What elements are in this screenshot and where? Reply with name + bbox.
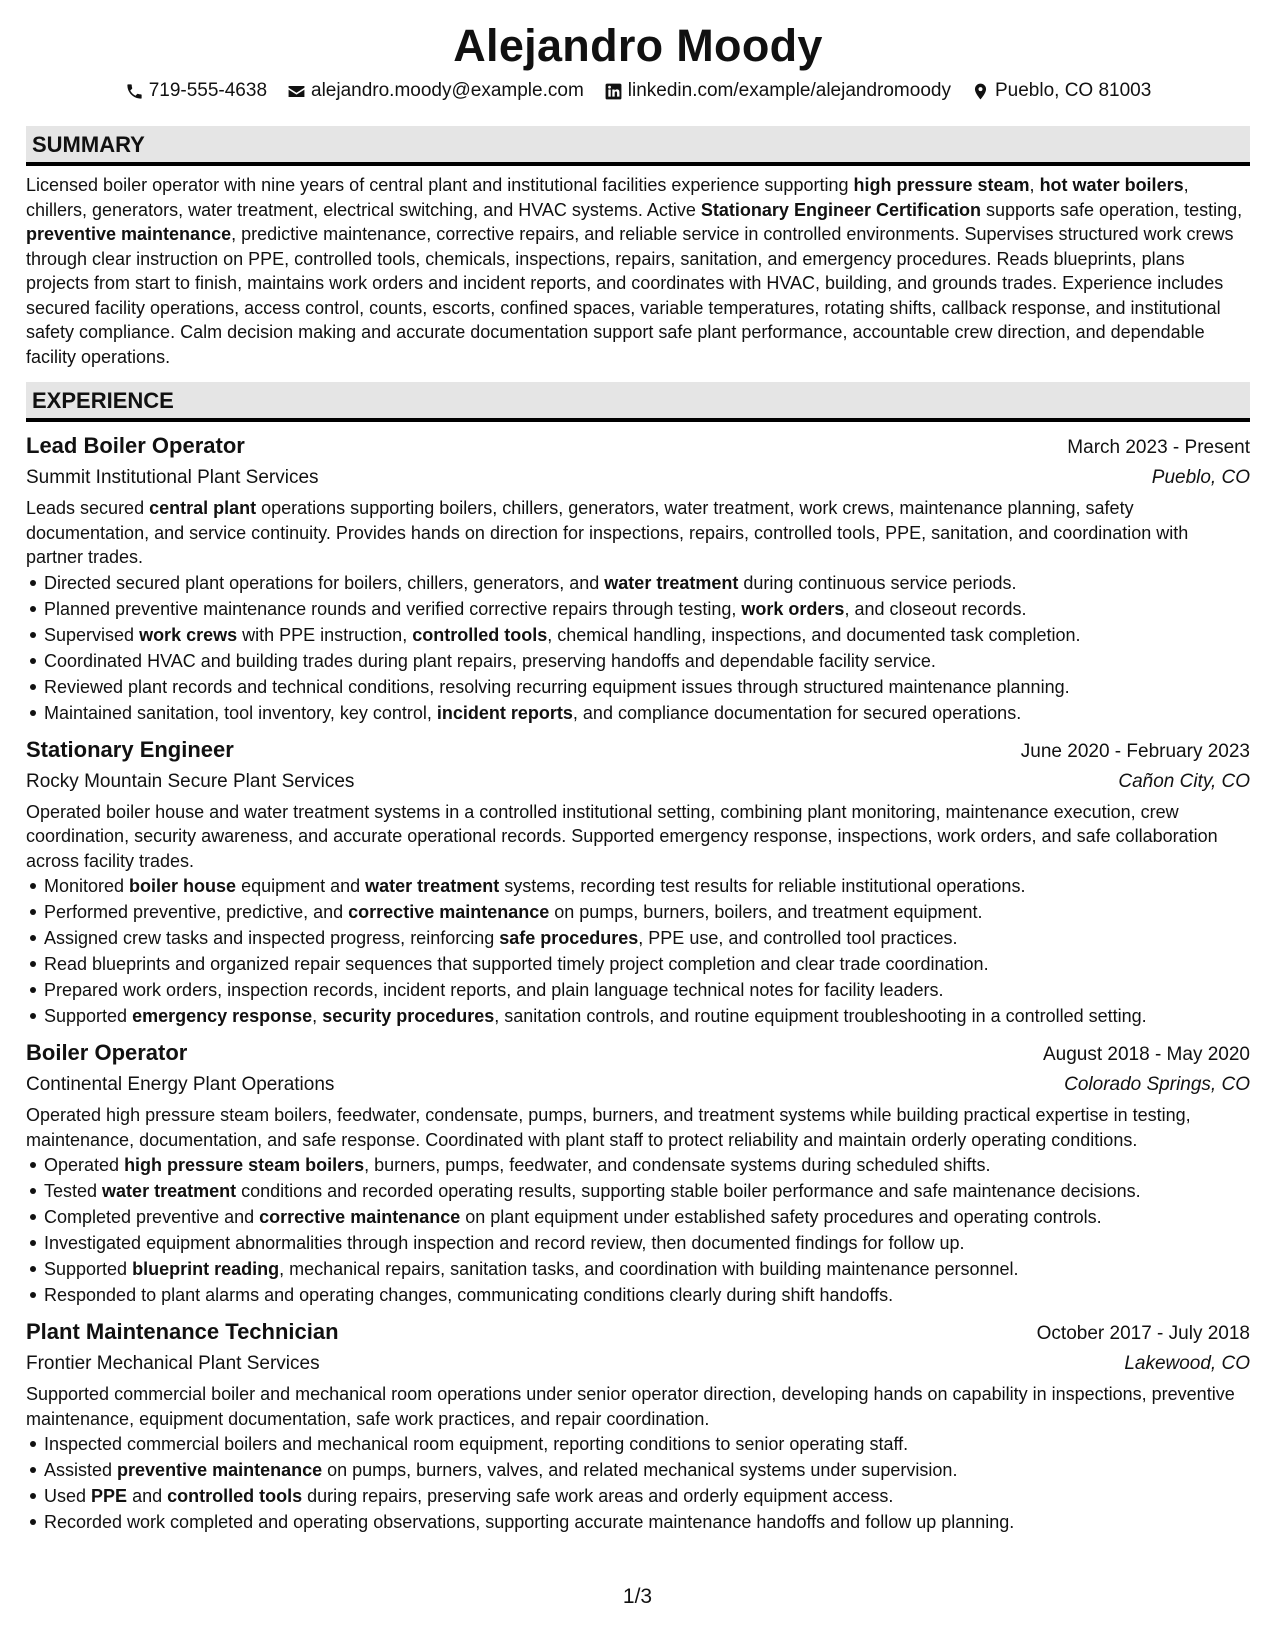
emphasis-text: water treatment — [365, 876, 500, 896]
emphasis-text: boiler house — [129, 876, 237, 896]
job-header — [26, 1317, 1250, 1349]
emphasis-text: emergency response — [132, 1006, 313, 1026]
experience-list — [26, 431, 1250, 1535]
bullet-item: Maintained sanitation, tool inventory, key control, incident reports, and compliance documentation for secured operations. — [44, 700, 1250, 726]
job-header — [26, 1038, 1250, 1070]
job-title: Boiler Operator — [26, 1040, 188, 1065]
job-company: Rocky Mountain Secure Plant Services — [26, 770, 355, 792]
bullet-item: Inspected commercial boilers and mechanical room equipment, reporting conditions to senior operating staff. — [44, 1431, 1250, 1457]
location-text: Pueblo, CO 81003 — [994, 80, 1152, 101]
bullet-item: Assigned crew tasks and inspected progress, reinforcing safe procedures, PPE use, and controlled tool practices. — [44, 925, 1250, 951]
job-dates: August 2018 - May 2020 — [1042, 1044, 1250, 1065]
job-bullets — [26, 1431, 1250, 1535]
emphasis-text: controlled tools — [167, 1486, 303, 1506]
linkedin-text: linkedin.com/example/alejandromoody — [627, 80, 951, 101]
emphasis-text: high pressure steam — [853, 175, 1030, 195]
job-dates: March 2023 - Present — [1067, 437, 1250, 458]
contact-location — [971, 79, 1151, 103]
job-bullets — [26, 873, 1250, 1029]
job-location: Colorado Springs, CO — [1064, 1074, 1250, 1095]
bullet-item: Used PPE and controlled tools during repairs, preserving safe work areas and orderly equipment access. — [44, 1483, 1250, 1509]
candidate-name: Alejandro Moody — [453, 20, 823, 71]
bullet-item: Prepared work orders, inspection records, incident reports, and plain language technical notes for facility leaders. — [44, 977, 1250, 1003]
job-description: Operated boiler house and water treatment systems in a controlled institutional setting, combining plant monitoring, maintenance execution, crew coordination, security awareness, and accurate operational records. Supported emergency response, inspections, work orders, and safe collaboration across facility trades. — [26, 801, 1218, 871]
contact-bar — [26, 79, 1250, 103]
job-location: Lakewood, CO — [1124, 1353, 1250, 1374]
job-company: Continental Energy Plant Operations — [26, 1074, 335, 1095]
map-pin-icon — [971, 82, 990, 101]
bullet-item: Monitored boiler house equipment and water treatment systems, recording test results for reliable institutional operations. — [44, 873, 1250, 899]
emphasis-text: central plant — [149, 498, 257, 518]
emphasis-text: work crews — [139, 624, 238, 645]
bullet-item: Operated high pressure steam boilers, burners, pumps, feedwater, and condensate systems during scheduled shifts. — [44, 1152, 1250, 1178]
emphasis-text: corrective maintenance — [348, 902, 550, 922]
emphasis-text: security procedures — [322, 1006, 495, 1026]
job-location: Pueblo, CO — [1151, 467, 1250, 488]
job-entry — [26, 735, 1250, 1030]
emphasis-text: safe procedures — [499, 928, 639, 948]
job-description: Supported commercial boiler and mechanical room operations under senior operator direction, developing hands on capability in inspections, preventive maintenance, equipment documentation, safe work practices, and repair coordination. — [26, 1384, 1235, 1429]
emphasis-text: high pressure steam boilers — [124, 1155, 365, 1175]
emphasis-text: water treatment — [102, 1181, 237, 1201]
emphasis-text: incident reports — [436, 702, 573, 723]
emphasis-text: hot water boilers — [1039, 175, 1184, 195]
job-location: Cañon City, CO — [1118, 770, 1250, 792]
emphasis-text: Stationary Engineer Certification — [700, 199, 981, 220]
emphasis-text: PPE — [91, 1486, 128, 1506]
job-header — [26, 431, 1250, 463]
linkedin-icon — [604, 82, 623, 101]
job-dates: October 2017 - July 2018 — [1036, 1323, 1250, 1344]
envelope-icon — [287, 82, 306, 101]
emphasis-text: work orders — [741, 598, 845, 619]
bullet-item: Supported blueprint reading, mechanical repairs, sanitation tasks, and coordination with building maintenance personnel. — [44, 1256, 1250, 1282]
job-company: Frontier Mechanical Plant Services — [26, 1353, 320, 1374]
bullet-item: Performed preventive, predictive, and corrective maintenance on pumps, burners, boilers, and treatment equipment. — [44, 899, 1250, 925]
job-bullets — [26, 1152, 1250, 1308]
bullet-item: Recorded work completed and operating observations, supporting accurate maintenance handoffs and follow up planning. — [44, 1509, 1250, 1535]
job-subheader — [26, 1350, 1250, 1378]
bullet-item: Tested water treatment conditions and recorded operating results, supporting stable boiler performance and safe maintenance decisions. — [44, 1178, 1250, 1204]
email-text: alejandro.moody@example.com — [311, 80, 584, 101]
bullet-item: Assisted preventive maintenance on pumps, burners, valves, and related mechanical systems under supervision. — [44, 1457, 1250, 1483]
job-description: Operated high pressure steam boilers, feedwater, condensate, pumps, burners, and treatment systems while building practical expertise in testing, maintenance, documentation, and safe response. Coordinated with plant staff to protect reliability and maintain orderly operating conditions. — [26, 1105, 1191, 1150]
bullet-item: Supervised work crews with PPE instruction, controlled tools, chemical handling, inspections, and documented task completion. — [44, 622, 1250, 648]
job-company: Summit Institutional Plant Services — [26, 467, 319, 488]
bullet-item: Coordinated HVAC and building trades during plant repairs, preserving handoffs and dependable facility service. — [44, 648, 1250, 674]
contact-email[interactable] — [287, 79, 584, 103]
job-entry — [26, 1317, 1250, 1535]
summary-text: Licensed boiler operator with nine years of central plant and institutional facilities experience supporting high pressure steam, hot water boilers, chillers, generators, water treatment, electrical switching, and HVAC systems. Active Stationary Engineer Certification supports safe operation, testing, preventive maintenance, predictive maintenance, corrective repairs, and reliable service in controlled environments. Supervises structured work crews through clear instruction on PPE, controlled tools, chemicals, inspections, repairs, sanitation, and emergency procedures. Reads blueprints, plans projects from start to finish, maintains work orders and incident reports, and coordinates with HVAC, building, and grounds trades. Experience includes secured facility operations, access control, counts, escorts, confined spaces, variable temperatures, rotating shifts, callback response, and institutional safety compliance. Calm decision making and accurate documentation support safe plant performance, accountable crew direction, and dependable facility operations. — [26, 175, 1243, 367]
emphasis-text: water treatment — [604, 572, 739, 593]
job-dates: June 2020 - February 2023 — [1020, 740, 1250, 762]
job-title: Lead Boiler Operator — [26, 433, 245, 458]
page-number: 1/3 — [622, 1585, 653, 1608]
contact-linkedin[interactable] — [604, 79, 951, 103]
emphasis-text: controlled tools — [412, 624, 548, 645]
bullet-item: Supported emergency response, security procedures, sanitation controls, and routine equipment troubleshooting in a controlled setting. — [44, 1003, 1250, 1029]
emphasis-text: corrective maintenance — [259, 1207, 461, 1227]
job-subheader — [26, 464, 1250, 492]
bullet-item: Investigated equipment abnormalities through inspection and record review, then documented findings for follow up. — [44, 1230, 1250, 1256]
emphasis-text: preventive maintenance — [117, 1460, 323, 1480]
bullet-item: Read blueprints and organized repair sequences that supported timely project completion and clear trade coordination. — [44, 951, 1250, 977]
job-entry — [26, 1038, 1250, 1308]
emphasis-text: blueprint reading — [132, 1259, 280, 1279]
bullet-item: Reviewed plant records and technical conditions, resolving recurring equipment issues through structured maintenance planning. — [44, 674, 1250, 700]
summary-heading: SUMMARY — [26, 126, 1250, 166]
phone-text: 719-555-4638 — [148, 80, 268, 101]
job-description: Leads secured central plant operations supporting boilers, chillers, generators, water treatment, work crews, maintenance planning, safety documentation, and service continuity. Provides hands on direction for inspections, repairs, controlled tools, PPE, sanitation, and coordination with partner trades. — [26, 498, 1189, 567]
job-header — [26, 735, 1250, 767]
contact-phone[interactable] — [125, 79, 267, 103]
job-title: Stationary Engineer — [26, 736, 234, 762]
job-entry — [26, 431, 1250, 726]
bullet-item: Responded to plant alarms and operating changes, communicating conditions clearly during shift handoffs. — [44, 1282, 1250, 1308]
resume-page — [26, 18, 1250, 1535]
bullet-item: Directed secured plant operations for boilers, chillers, generators, and water treatment during continuous service periods. — [44, 570, 1250, 596]
job-subheader — [26, 1071, 1250, 1099]
job-subheader — [26, 768, 1250, 796]
job-bullets — [26, 570, 1250, 726]
job-title: Plant Maintenance Technician — [26, 1319, 339, 1344]
experience-heading: EXPERIENCE — [26, 382, 1250, 422]
bullet-item: Planned preventive maintenance rounds and verified corrective repairs through testing, work orders, and closeout records. — [44, 596, 1250, 622]
emphasis-text: preventive maintenance — [26, 224, 232, 244]
phone-icon — [125, 82, 144, 101]
bullet-item: Completed preventive and corrective maintenance on plant equipment under established safety procedures and operating controls. — [44, 1204, 1250, 1230]
